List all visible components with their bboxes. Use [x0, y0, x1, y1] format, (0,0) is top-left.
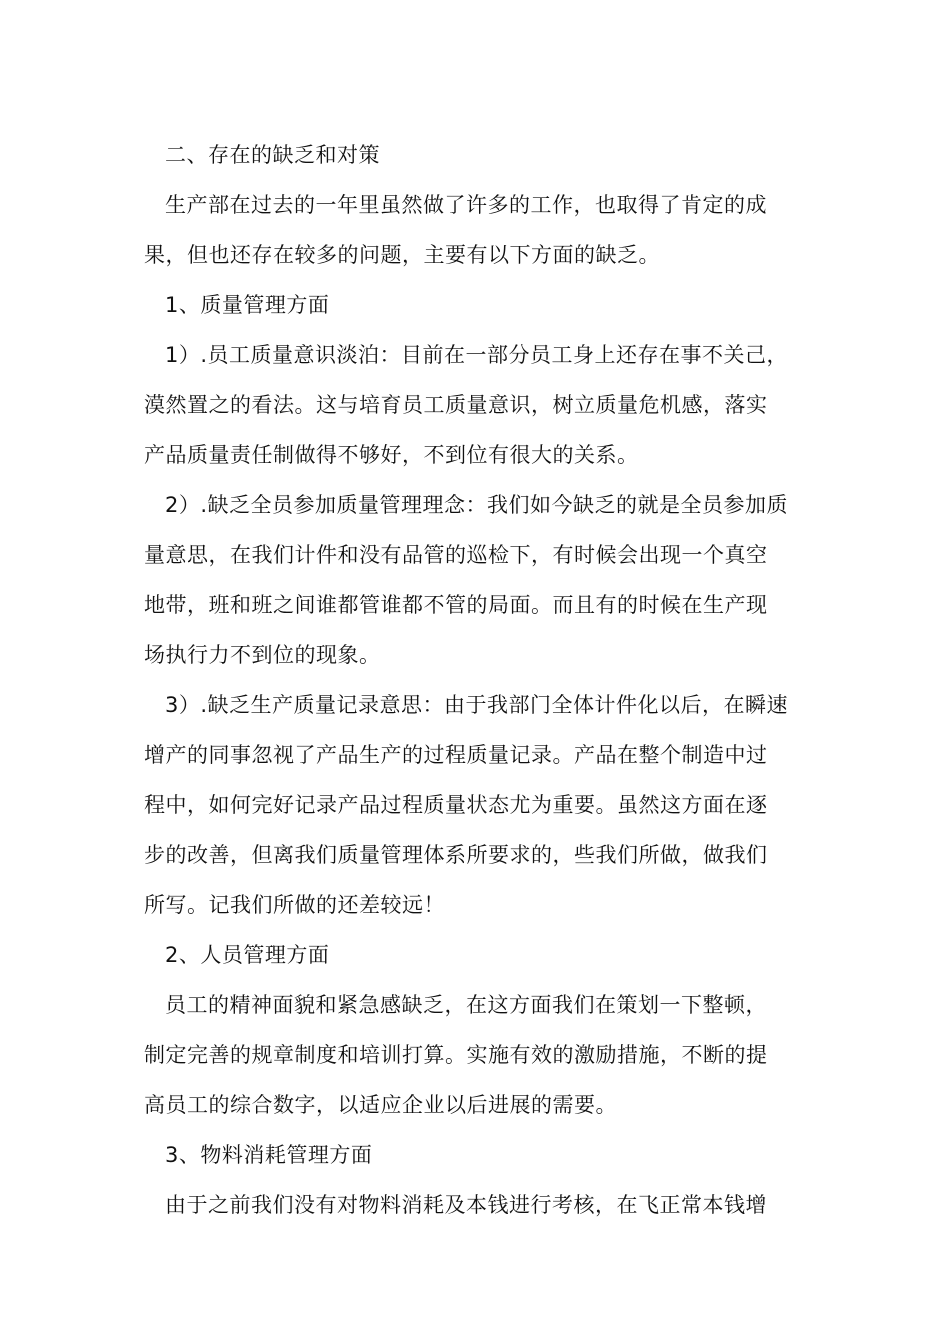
text-line: 3、物料消耗管理方面 [165, 1143, 373, 1167]
text-line: 二、存在的缺乏和对策 [165, 143, 380, 167]
text-line: 3）.缺乏生产质量记录意思：由于我部门全体计件化以后，在瞬速 [165, 693, 789, 717]
text-line: 1、质量管理方面 [165, 293, 330, 317]
text-line: 生产部在过去的一年里虽然做了许多的工作，也取得了肯定的成 [165, 193, 767, 217]
text-line: 高员工的综合数字，以适应企业以后进展的需要。 [144, 1093, 617, 1117]
text-line: 由于之前我们没有对物料消耗及本钱进行考核，在飞正常本钱增 [165, 1193, 767, 1217]
text-line: 增产的同事忽视了产品生产的过程质量记录。产品在整个制造中过 [144, 743, 768, 767]
text-line: 制定完善的规章制度和培训打算。实施有效的激励措施，不断的提 [144, 1043, 768, 1067]
text-line: 步的改善，但离我们质量管理体系所要求的，些我们所做，做我们 [144, 843, 768, 867]
text-line: 程中，如何完好记录产品过程质量状态尤为重要。虽然这方面在逐 [144, 793, 768, 817]
text-line: 场执行力不到位的现象。 [144, 643, 381, 667]
document-body [144, 130, 808, 1230]
text-line: 所写。记我们所做的还差较远！ [144, 893, 445, 917]
text-line: 量意思，在我们计件和没有品管的巡检下，有时候会出现一个真空 [144, 543, 768, 567]
text-line: 产品质量责任制做得不够好，不到位有很大的关系。 [144, 443, 639, 467]
text-line: 员工的精神面貌和紧急感缺乏，在这方面我们在策划一下整顿， [165, 993, 767, 1017]
text-line: 果，但也还存在较多的问题，主要有以下方面的缺乏。 [144, 243, 660, 267]
text-line: 漠然置之的看法。这与培育员工质量意识，树立质量危机感，落实 [144, 393, 768, 417]
text-line: 2、人员管理方面 [165, 943, 330, 967]
text-line: 1）.员工质量意识淡泊：目前在一部分员工身上还存在事不关己， [165, 343, 789, 367]
text-line: 地带，班和班之间谁都管谁都不管的局面。而且有的时候在生产现 [144, 593, 768, 617]
text-line: 2）.缺乏全员参加质量管理理念：我们如今缺乏的就是全员参加质 [165, 493, 789, 517]
